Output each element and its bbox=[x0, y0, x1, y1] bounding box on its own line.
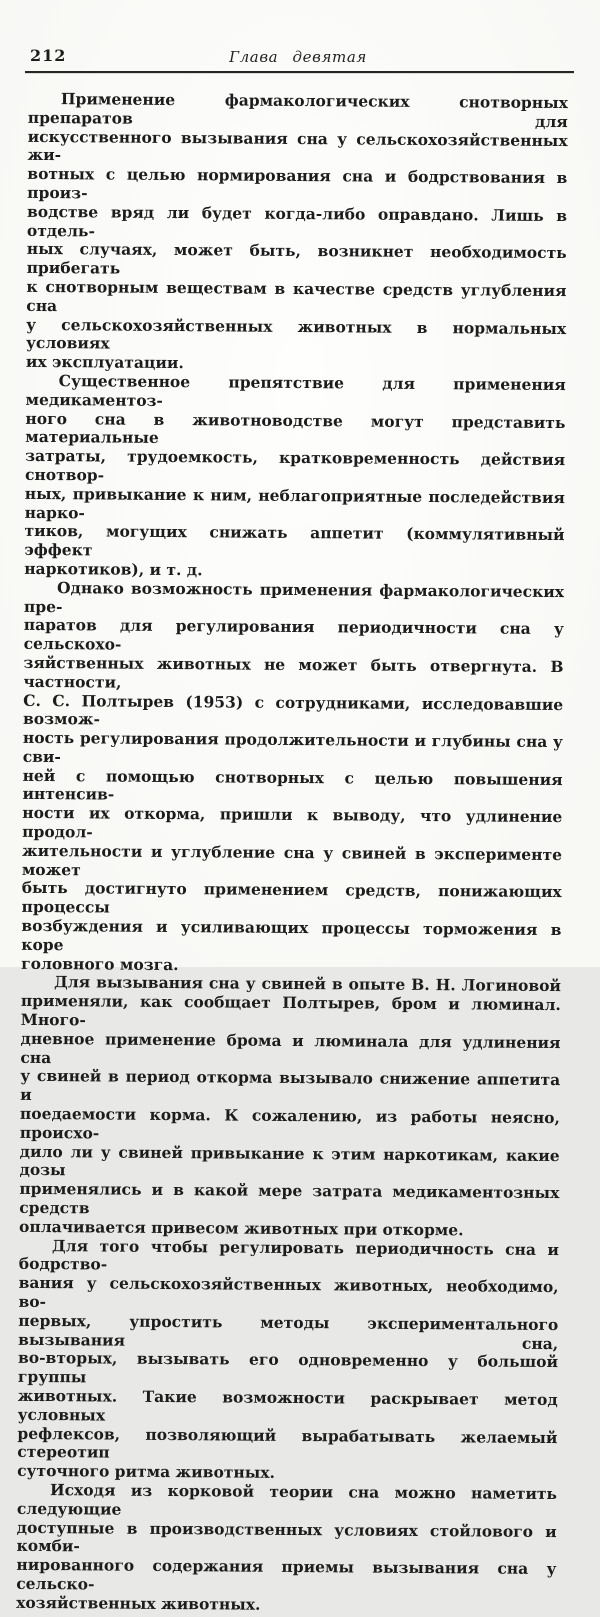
text-line: ных, привыкание к ним, неблагоприятные последействия нарко- bbox=[24, 483, 565, 522]
text-line: дило ли у свиней привыкание к этим наркотикам, какие дозы bbox=[19, 1141, 560, 1180]
text-line: водстве вряд ли будет когда-либо оправдано. Лишь в отдель- bbox=[26, 201, 568, 240]
text-line: оплачивается привесом животных при откорме. bbox=[19, 1216, 464, 1240]
chapter-running-title: Глава девятая bbox=[229, 48, 367, 66]
text-line: ность регулирования продолжительности и глубины сна у сви- bbox=[22, 727, 563, 767]
text-line: возбуждения и усиливающих процессы торможения в коре bbox=[21, 915, 562, 955]
header-rule bbox=[25, 71, 574, 73]
paragraph bbox=[24, 372, 566, 583]
text-line: тиков, могущих снижать аппетит (коммулятивный эффект bbox=[24, 521, 565, 560]
text-line: быть достигнуто применением средств, понижающих процессы bbox=[21, 878, 562, 917]
page-body bbox=[16, 90, 568, 1617]
text-line: применялись и в какой мере затрата медикаментозных средств bbox=[19, 1179, 560, 1218]
text-line: паратов для регулирования периодичности сна у сельскохо- bbox=[23, 615, 564, 654]
text-line: зяйственных животных не может быть отвергнута. В частности, bbox=[23, 652, 564, 692]
text-line: наркотиков), и т. д. bbox=[24, 558, 203, 580]
paragraph bbox=[17, 1236, 559, 1485]
text-line: хозяйственных животных. bbox=[16, 1592, 261, 1614]
text-line: Существенное препятствие для применения медикаментоз- bbox=[25, 371, 566, 410]
text-line: ного сна в животноводстве могут представить материальные bbox=[25, 408, 566, 448]
text-line: головного мозга. bbox=[21, 953, 179, 974]
paragraph bbox=[21, 579, 564, 978]
text-line: Для того чтобы регулировать периодичность сна и бодрство- bbox=[18, 1235, 559, 1274]
text-line: нированного содержания приемы вызывания сна у сельско- bbox=[16, 1554, 557, 1594]
text-line: Исходя из корковой теории сна можно наметить следующие bbox=[16, 1480, 558, 1519]
text-line: во-вторых, вызывать его одновременно у большой группы bbox=[17, 1348, 559, 1387]
running-head bbox=[28, 46, 568, 70]
text-line: доступные в производственных условиях стойлового и комби- bbox=[16, 1517, 557, 1556]
text-line: применяли, как сообщает Полтырев, бром и люминал. Много- bbox=[20, 991, 561, 1030]
text-line: С. С. Полтырев (1953) с сотрудниками, исследовавшие возмож- bbox=[22, 690, 564, 729]
text-line: поедаемости корма. К сожалению, из работы неясно, происхо- bbox=[19, 1103, 561, 1143]
text-line: животных. Такие возможности раскрывает метод условных bbox=[17, 1385, 558, 1425]
text-line: Применение фармакологических снотворных препаратов для bbox=[27, 89, 568, 131]
text-line: их эксплуатации. bbox=[25, 352, 184, 373]
text-line: ности их откорма, пришли к выводу, что удлинение продол- bbox=[22, 803, 563, 842]
text-line: у свиней в период откорма вызывало снижение аппетита и bbox=[20, 1066, 561, 1105]
page-number: 212 bbox=[30, 46, 67, 65]
paragraph bbox=[19, 973, 561, 1240]
paragraph bbox=[26, 90, 568, 376]
text-line: у сельскохозяйственных животных в нормальных условиях bbox=[25, 314, 567, 353]
paragraph bbox=[16, 1481, 557, 1617]
text-line: искусственного вызывания сна у сельскохозяйственных жи- bbox=[27, 126, 568, 165]
text-line: суточного ритма животных. bbox=[17, 1461, 276, 1483]
text-line: вания у сельскохозяйственных животных, необходимо, во- bbox=[18, 1273, 559, 1312]
text-line: жительности и углубление сна у свиней в эксперименте может bbox=[21, 840, 563, 879]
text-line: ней с помощью снотворных с целью повышения интенсив- bbox=[22, 765, 563, 805]
text-line: затраты, трудоемкость, кратковременность действия снотвор- bbox=[24, 446, 566, 485]
text-line: Однако возможность применения фармакологических пре- bbox=[23, 577, 565, 616]
text-line: дневное применение брома и люминала для удлинения сна bbox=[20, 1028, 561, 1067]
text-line: ных случаях, может быть, возникнет необходимость прибегать bbox=[26, 239, 567, 278]
text-line: рефлексов, позволяющий вырабатывать желаемый стереотип bbox=[17, 1423, 558, 1462]
text-line: Для вызывания сна у свиней в опыте В. Н. Логиновой bbox=[53, 972, 562, 996]
text-line: первых, упростить методы экспериментального вызывания сна, bbox=[18, 1310, 559, 1353]
text-line: вотных с целью нормирования сна и бодрствования в произ- bbox=[27, 164, 568, 203]
text-line: к снотворным веществам в качестве средств углубления сна bbox=[26, 276, 567, 315]
